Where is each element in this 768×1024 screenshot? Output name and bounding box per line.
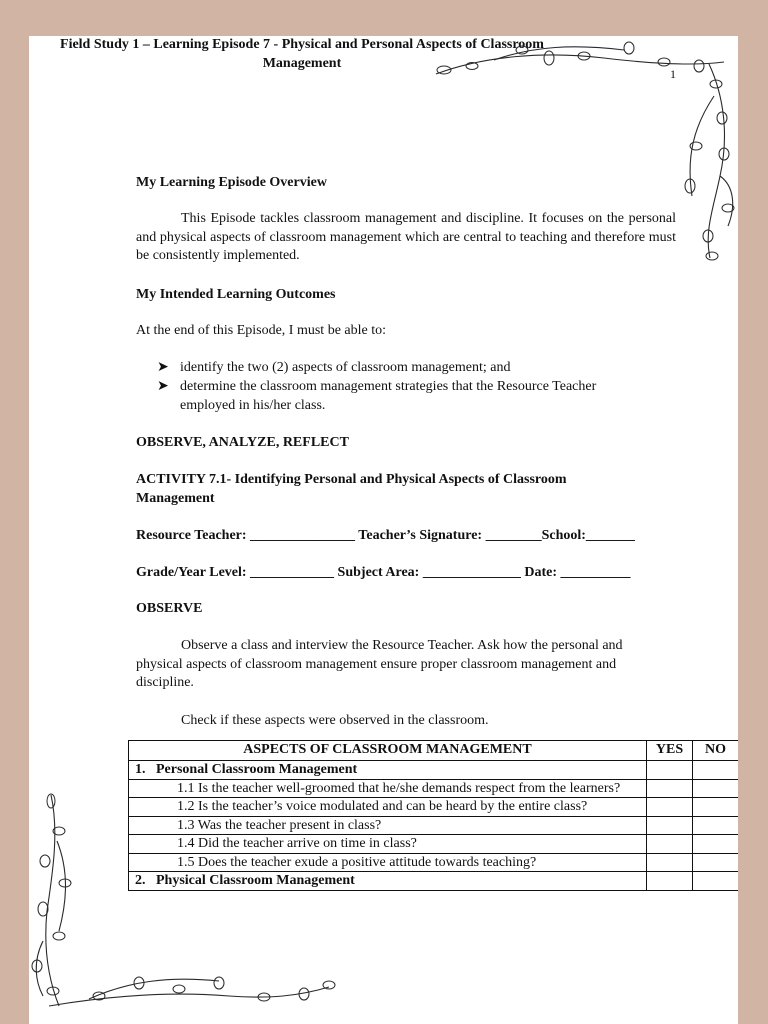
table-row [129, 853, 739, 872]
aspect-item: 1.5 Does the teacher exude a positive attitude towards teaching? [129, 853, 647, 872]
page-number: 1 [670, 67, 676, 81]
outcome-item: determine the classroom management strategies that the Resource Teacher employed in his/her class. [180, 379, 597, 413]
overview-body: This Episode tackles classroom management and discipline. It focuses on the personal and physical aspects of classroom management which are central to teaching and therefore must be consistently implemented. [136, 211, 676, 263]
no-check-cell[interactable] [693, 798, 739, 817]
document-title: Field Study 1 – Learning Episode 7 - Physical and Personal Aspects of Classroom Management [60, 37, 544, 71]
table-row [129, 779, 739, 798]
check-instruction: Check if these aspects were observed in the classroom. [181, 713, 489, 728]
yes-check-cell[interactable] [647, 816, 693, 835]
table-row [129, 835, 739, 854]
table-row [129, 816, 739, 835]
section-label [129, 872, 647, 891]
bullet-arrow-icon: ➤ [157, 379, 169, 394]
no-check-cell[interactable] [693, 761, 739, 780]
no-check-cell[interactable] [693, 835, 739, 854]
activity-info-line-1: Resource Teacher: _______________ Teacher’s Signature: ________School:_______ [136, 528, 635, 543]
no-check-cell[interactable] [693, 816, 739, 835]
no-check-cell[interactable] [693, 872, 739, 891]
aspect-item: 1.2 Is the teacher’s voice modulated and can be heard by the entire class? [129, 798, 647, 817]
section-title: Personal Classroom Management [156, 762, 358, 777]
column-header-aspects: ASPECTS OF CLASSROOM MANAGEMENT [129, 741, 647, 761]
section-label [129, 761, 647, 780]
yes-check-cell[interactable] [647, 798, 693, 817]
column-header-yes: YES [647, 741, 693, 761]
outcomes-intro: At the end of this Episode, I must be able to: [136, 323, 387, 338]
table-section-row [129, 761, 739, 780]
no-check-cell[interactable] [693, 779, 739, 798]
activity-title: ACTIVITY 7.1- Identifying Personal and Physical Aspects of Classroom Management [136, 472, 567, 506]
overview-heading: My Learning Episode Overview [136, 175, 327, 190]
no-check-cell[interactable] [693, 853, 739, 872]
aspect-item: 1.1 Is the teacher well-groomed that he/she demands respect from the learners? [129, 779, 647, 798]
table-header-row [129, 741, 739, 761]
document-page [29, 36, 738, 1024]
outcome-item: identify the two (2) aspects of classroom management; and [180, 360, 511, 375]
column-header-no: NO [693, 741, 739, 761]
aspect-item: 1.4 Did the teacher arrive on time in class? [129, 835, 647, 854]
yes-check-cell[interactable] [647, 835, 693, 854]
yes-check-cell[interactable] [647, 872, 693, 891]
yes-check-cell[interactable] [647, 853, 693, 872]
yes-check-cell[interactable] [647, 779, 693, 798]
table-section-row [129, 872, 739, 891]
outcomes-heading: My Intended Learning Outcomes [136, 287, 336, 302]
bullet-arrow-icon: ➤ [157, 360, 169, 375]
observe-body: Observe a class and interview the Resource Teacher. Ask how the personal and physical aspects of classroom management ensure proper classroom management and discipline. [136, 638, 623, 690]
aspects-checklist-table [128, 740, 738, 891]
table-row [129, 798, 739, 817]
section-heading: OBSERVE, ANALYZE, REFLECT [136, 435, 349, 450]
section-number: 1. [135, 762, 146, 777]
section-title: Physical Classroom Management [156, 873, 355, 888]
activity-info-line-2: Grade/Year Level: ____________ Subject Area: ______________ Date: __________ [136, 565, 631, 580]
observe-heading: OBSERVE [136, 601, 203, 616]
section-number: 2. [135, 873, 146, 888]
yes-check-cell[interactable] [647, 761, 693, 780]
aspect-item: 1.3 Was the teacher present in class? [129, 816, 647, 835]
